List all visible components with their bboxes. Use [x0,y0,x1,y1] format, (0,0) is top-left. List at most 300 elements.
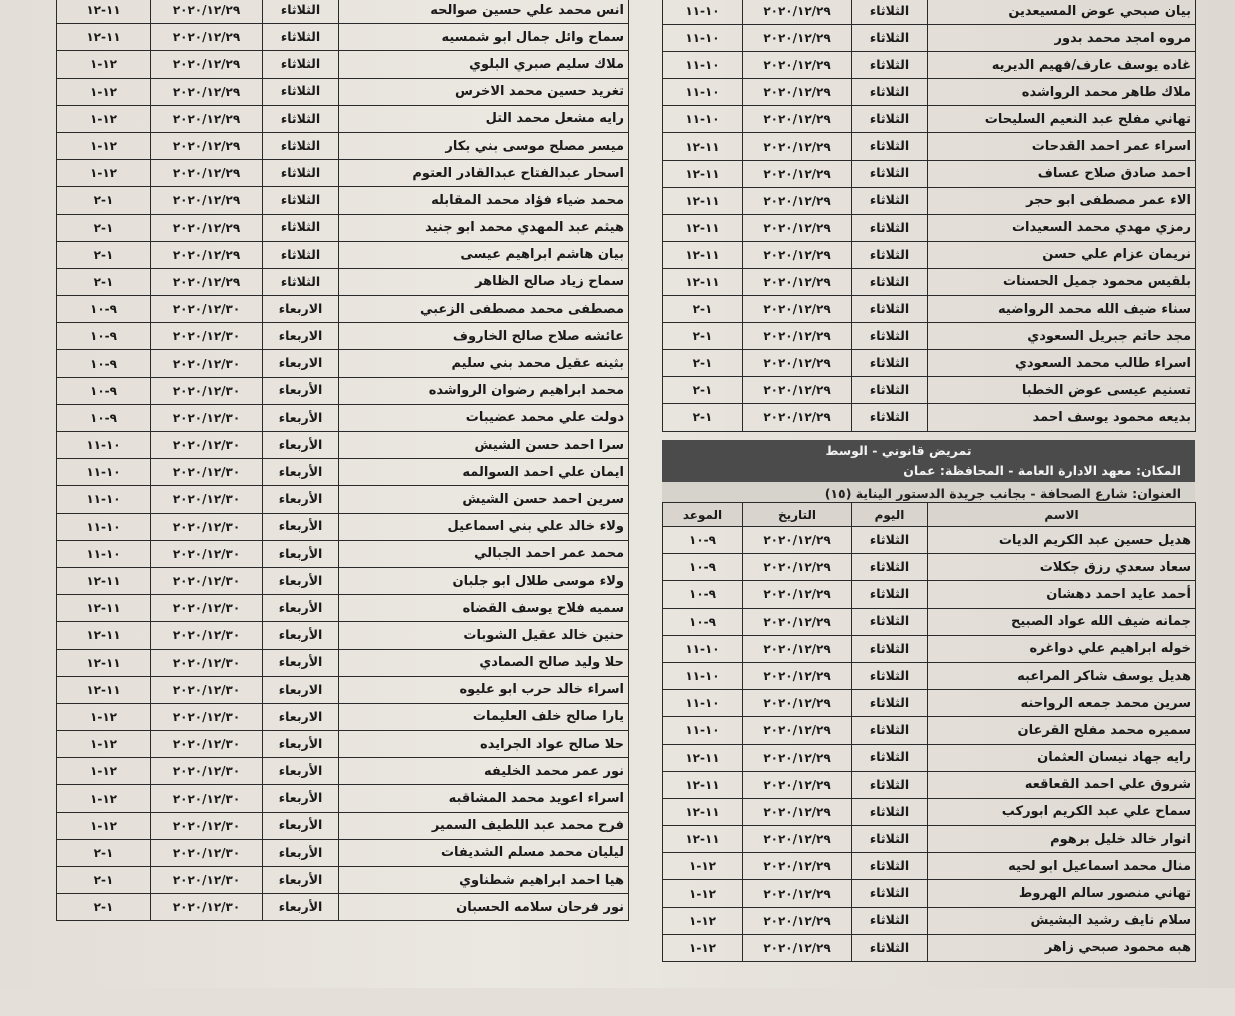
cell-time: ٩-١٠ [57,296,151,323]
cell-day: الثلاثاء [852,662,928,689]
cell-name: اسحار عبدالفتاح عبدالقادر العتوم [339,160,629,187]
table-row [57,758,629,785]
cell-time: ١٠-١١ [57,513,151,540]
cell-time: ١١-١٢ [663,771,743,798]
cell-date: ٢٠٢٠/١٢/٢٩ [743,581,852,608]
cell-time: ١-٢ [57,839,151,866]
cell-name: بثينه عقيل محمد بني سليم [339,350,629,377]
cell-day: الأربعاء [263,486,339,513]
cell-time: ١-٢ [663,404,743,431]
cell-date: ٢٠٢٠/١٢/٢٩ [743,214,852,241]
cell-date: ٢٠٢٠/١٢/٢٩ [743,744,852,771]
table-row [57,622,629,649]
table-row [663,635,1196,662]
cell-date: ٢٠٢٠/١٢/٢٩ [151,24,263,51]
cell-date: ٢٠٢٠/١٢/٣٠ [151,567,263,594]
cell-name: خوله ابراهيم علي دواغره [928,635,1196,662]
cell-time: ١١-١٢ [57,0,151,24]
cell-date: ٢٠٢٠/١٢/٢٩ [743,160,852,187]
cell-name: هديل يوسف شاكر المراعبه [928,662,1196,689]
cell-name: عائشه صلاح صالح الخاروف [339,323,629,350]
cell-name: محمد ضياء فؤاد محمد المقابله [339,187,629,214]
cell-name: رمزي مهدي محمد السعيدات [928,214,1196,241]
cell-time: ١١-١٢ [663,133,743,160]
cell-time: ١١-١٢ [663,241,743,268]
cell-name: فرح محمد عبد اللطيف السمير [339,812,629,839]
cell-name: احمد صادق صلاح عساف [928,160,1196,187]
table-row [663,880,1196,907]
table-row [663,377,1196,404]
cell-day: الثلاثاء [852,717,928,744]
cell-day: الأربعاء [263,867,339,894]
cell-day: الاربعاء [263,676,339,703]
cell-name: نور فرحان سلامه الحسبان [339,894,629,921]
cell-time: ١-٢ [57,894,151,921]
cell-date: ٢٠٢٠/١٢/٢٩ [743,79,852,106]
cell-date: ٢٠٢٠/١٢/٣٠ [151,622,263,649]
table-row [663,404,1196,431]
cell-name: هيا احمد ابراهيم شطناوي [339,867,629,894]
table-row [57,595,629,622]
table-row [663,608,1196,635]
table-row [57,214,629,241]
cell-date: ٢٠٢٠/١٢/٢٩ [743,0,852,25]
cell-day: الثلاثاء [852,377,928,404]
cell-name: حلا وليد صالح الصمادي [339,649,629,676]
cell-name: ليليان محمد مسلم الشديفات [339,839,629,866]
cell-time: ١٠-١١ [663,25,743,52]
cell-date: ٢٠٢٠/١٢/٢٩ [151,160,263,187]
cell-date: ٢٠٢٠/١٢/٢٩ [743,187,852,214]
table-row [57,296,629,323]
cell-date: ٢٠٢٠/١٢/٢٩ [743,350,852,377]
cell-name: هديل حسين عبد الكريم الديات [928,527,1196,554]
cell-time: ١١-١٢ [57,567,151,594]
cell-date: ٢٠٢٠/١٢/٢٩ [743,771,852,798]
table-row [57,839,629,866]
cell-name: يارا صالح خلف العليمات [339,703,629,730]
cell-day: الثلاثاء [852,187,928,214]
cell-name: منال محمد اسماعيل ابو لحيه [928,853,1196,880]
cell-day: الثلاثاء [852,79,928,106]
table-row [663,744,1196,771]
table-row [57,867,629,894]
table-row [57,404,629,431]
table-row [663,798,1196,825]
left-schedule-table [56,0,629,921]
cell-date: ٢٠٢٠/١٢/٢٩ [151,241,263,268]
table-row [663,52,1196,79]
cell-date: ٢٠٢٠/١٢/٢٩ [743,934,852,961]
cell-name: ايمان علي احمد السوالمه [339,459,629,486]
table-row [663,771,1196,798]
right-bottom-schedule-table [662,502,1196,962]
table-row [663,268,1196,295]
left-schedule-body [57,0,629,921]
cell-date: ٢٠٢٠/١٢/٢٩ [743,798,852,825]
cell-date: ٢٠٢٠/١٢/٢٩ [743,853,852,880]
cell-date: ٢٠٢٠/١٢/٣٠ [151,513,263,540]
cell-day: الثلاثاء [263,160,339,187]
cell-name: غاده يوسف عارف/فهيم الديريه [928,52,1196,79]
cell-day: الثلاثاء [263,51,339,78]
cell-date: ٢٠٢٠/١٢/٣٠ [151,894,263,921]
cell-time: ١٠-١١ [663,52,743,79]
cell-name: سلام نايف رشيد البشيش [928,907,1196,934]
cell-date: ٢٠٢٠/١٢/٢٩ [743,268,852,295]
cell-date: ٢٠٢٠/١٢/٢٩ [743,608,852,635]
cell-day: الثلاثاء [852,350,928,377]
cell-time: ١٠-١١ [663,635,743,662]
column-gutter [628,0,662,1016]
cell-name: الاء عمر مصطفى ابو حجر [928,187,1196,214]
table-row [57,567,629,594]
cell-date: ٢٠٢٠/١٢/٢٩ [743,880,852,907]
cell-day: الاربعاء [263,350,339,377]
page-bottom-margin [0,988,1235,1016]
cell-day: الأربعاء [263,540,339,567]
table-row [57,187,629,214]
cell-day: الأربعاء [263,785,339,812]
table-row [663,323,1196,350]
table-row [663,133,1196,160]
cell-date: ٢٠٢٠/١٢/٣٠ [151,323,263,350]
cell-time: ١١-١٢ [663,187,743,214]
cell-name: ولاء خالد علي بني اسماعيل [339,513,629,540]
cell-day: الثلاثاء [852,744,928,771]
cell-time: ٩-١٠ [57,350,151,377]
cell-name: انس محمد علي حسين صوالحه [339,0,629,24]
cell-day: الأربعاء [263,894,339,921]
cell-name: دولت علي محمد عضيبات [339,404,629,431]
cell-time: ١٠-١١ [663,690,743,717]
cell-day: الثلاثاء [263,187,339,214]
cell-day: الأربعاء [263,758,339,785]
cell-day: الأربعاء [263,649,339,676]
table-row [57,105,629,132]
table-row [663,554,1196,581]
cell-name: نريمان عزام علي حسن [928,241,1196,268]
cell-day: الأربعاء [263,812,339,839]
cell-date: ٢٠٢٠/١٢/٣٠ [151,296,263,323]
cell-name: نور عمر محمد الخليفه [339,758,629,785]
cell-name: اسراء طالب محمد السعودي [928,350,1196,377]
cell-name: سماح وائل جمال ابو شمسيه [339,24,629,51]
cell-date: ٢٠٢٠/١٢/٣٠ [151,812,263,839]
cell-name: اسراء اعويد محمد المشاقبه [339,785,629,812]
cell-day: الثلاثاء [852,323,928,350]
cell-day: الأربعاء [263,622,339,649]
cell-name: سرا احمد حسن الشيش [339,432,629,459]
cell-time: ١٢-١ [57,703,151,730]
cell-date: ٢٠٢٠/١٢/٢٩ [151,132,263,159]
cell-date: ٢٠٢٠/١٢/٢٩ [743,52,852,79]
table-row [663,214,1196,241]
cell-time: ١٢-١ [57,105,151,132]
cell-day: الأربعاء [263,432,339,459]
cell-day: الثلاثاء [852,241,928,268]
cell-name: سرين محمد جمعه الرواحنه [928,690,1196,717]
header-date: التاريخ [743,503,852,527]
cell-time: ١-٢ [57,867,151,894]
cell-time: ١٢-١ [57,758,151,785]
cell-day: الأربعاء [263,377,339,404]
cell-time: ١٠-١١ [57,486,151,513]
table-row [663,296,1196,323]
cell-name: مصطفى محمد مصطفى الزعبي [339,296,629,323]
cell-name: اسراء خالد حرب ابو عليوه [339,676,629,703]
cell-time: ١١-١٢ [57,676,151,703]
cell-day: الثلاثاء [852,404,928,431]
cell-day: الثلاثاء [263,214,339,241]
table-row [57,812,629,839]
cell-time: ١١-١٢ [663,214,743,241]
cell-name: بلقيس محمود جميل الحسنات [928,268,1196,295]
cell-name: ميسر مصلح موسى بني بكار [339,132,629,159]
cell-time: ١-٢ [57,241,151,268]
cell-day: الثلاثاء [263,105,339,132]
cell-name: ملاك سليم صبري البلوي [339,51,629,78]
table-row [663,853,1196,880]
header-time: الموعد [663,503,743,527]
cell-name: بيان هاشم ابراهيم عيسى [339,241,629,268]
cell-time: ١-٢ [663,296,743,323]
cell-time: ١٢-١ [57,78,151,105]
cell-time: ٩-١٠ [57,404,151,431]
cell-day: الثلاثاء [852,608,928,635]
table-row [57,323,629,350]
table-row [57,513,629,540]
cell-time: ١٢-١ [57,132,151,159]
cell-time: ٩-١٠ [57,377,151,404]
cell-time: ١٢-١ [663,907,743,934]
cell-day: الثلاثاء [263,0,339,24]
cell-date: ٢٠٢٠/١٢/٢٩ [151,78,263,105]
cell-date: ٢٠٢٠/١٢/٣٠ [151,839,263,866]
cell-day: الأربعاء [263,404,339,431]
cell-date: ٢٠٢٠/١٢/٣٠ [151,404,263,431]
cell-time: ١١-١٢ [663,160,743,187]
cell-time: ١١-١٢ [663,826,743,853]
cell-date: ٢٠٢٠/١٢/٢٩ [151,51,263,78]
table-row [663,160,1196,187]
cell-day: الثلاثاء [852,160,928,187]
right-top-schedule-table [662,0,1196,432]
table-row [57,540,629,567]
cell-date: ٢٠٢٠/١٢/٢٩ [743,241,852,268]
table-row [57,268,629,295]
cell-name: حنين خالد عقيل الشوبات [339,622,629,649]
cell-date: ٢٠٢٠/١٢/٣٠ [151,459,263,486]
cell-time: ٩-١٠ [57,323,151,350]
table-row [663,25,1196,52]
table-row [57,785,629,812]
table-row [57,703,629,730]
cell-day: الثلاثاء [852,880,928,907]
cell-time: ١٢-١ [57,812,151,839]
cell-time: ١-٢ [663,323,743,350]
cell-date: ٢٠٢٠/١٢/٣٠ [151,676,263,703]
cell-date: ٢٠٢٠/١٢/٣٠ [151,350,263,377]
cell-day: الثلاثاء [263,268,339,295]
cell-name: تهاني منصور سالم الهروط [928,880,1196,907]
cell-day: الثلاثاء [852,0,928,25]
cell-time: ١٢-١ [663,934,743,961]
cell-date: ٢٠٢٠/١٢/٣٠ [151,595,263,622]
cell-date: ٢٠٢٠/١٢/٣٠ [151,486,263,513]
cell-date: ٢٠٢٠/١٢/٣٠ [151,649,263,676]
right-bottom-schedule-body [663,527,1196,962]
cell-name: حلا صالح عواد الجرايده [339,731,629,758]
table-header-row [663,503,1196,527]
cell-date: ٢٠٢٠/١٢/٢٩ [743,662,852,689]
banner-title: تمريض قانوني - الوسط [825,443,972,458]
cell-date: ٢٠٢٠/١٢/٣٠ [151,540,263,567]
cell-day: الثلاثاء [852,853,928,880]
cell-date: ٢٠٢٠/١٢/٢٩ [151,214,263,241]
cell-name: شروق علي احمد القعاقعه [928,771,1196,798]
table-row [663,826,1196,853]
cell-name: تسنيم عيسى عوض الخطبا [928,377,1196,404]
cell-name: سماح زياد صالح الظاهر [339,268,629,295]
table-row [663,106,1196,133]
table-row [57,241,629,268]
table-row [57,377,629,404]
cell-day: الثلاثاء [852,25,928,52]
cell-date: ٢٠٢٠/١٢/٢٩ [743,25,852,52]
cell-date: ٢٠٢٠/١٢/٢٩ [743,404,852,431]
table-row [663,79,1196,106]
cell-name: محمد عمر احمد الجبالي [339,540,629,567]
cell-day: الاربعاء [263,323,339,350]
cell-name: بديعه محمود يوسف احمد [928,404,1196,431]
cell-date: ٢٠٢٠/١٢/٣٠ [151,703,263,730]
cell-day: الثلاثاء [852,690,928,717]
cell-time: ١-٢ [57,268,151,295]
cell-day: الثلاثاء [852,581,928,608]
cell-time: ٩-١٠ [663,608,743,635]
cell-date: ٢٠٢٠/١٢/٢٩ [743,377,852,404]
cell-day: الأربعاء [263,595,339,622]
cell-date: ٢٠٢٠/١٢/٢٩ [743,323,852,350]
table-row [663,907,1196,934]
cell-date: ٢٠٢٠/١٢/٢٩ [743,527,852,554]
cell-day: الثلاثاء [852,771,928,798]
cell-time: ١٠-١١ [57,459,151,486]
cell-date: ٢٠٢٠/١٢/٢٩ [151,0,263,24]
cell-name: سرين احمد حسن الشيش [339,486,629,513]
cell-time: ١١-١٢ [663,798,743,825]
table-row [57,894,629,921]
cell-time: ٩-١٠ [663,581,743,608]
cell-name: انوار خالد خليل برهوم [928,826,1196,853]
table-row [663,527,1196,554]
cell-date: ٢٠٢٠/١٢/٢٩ [743,106,852,133]
cell-date: ٢٠٢٠/١٢/٢٩ [743,635,852,662]
cell-name: تهاني مفلح عبد النعيم السليحات [928,106,1196,133]
cell-time: ١٠-١١ [663,106,743,133]
cell-time: ١٠-١١ [57,432,151,459]
table-row [57,132,629,159]
table-row [663,662,1196,689]
cell-day: الثلاثاء [852,907,928,934]
cell-name: سميره محمد مفلح القرعان [928,717,1196,744]
cell-time: ١٠-١١ [663,662,743,689]
cell-day: الثلاثاء [263,241,339,268]
cell-name: هبه محمود صبحي زاهر [928,934,1196,961]
cell-date: ٢٠٢٠/١٢/٢٩ [151,105,263,132]
cell-day: الأربعاء [263,839,339,866]
section-banner [662,440,1195,502]
cell-day: الثلاثاء [852,527,928,554]
cell-time: ٩-١٠ [663,527,743,554]
table-row [57,24,629,51]
cell-day: الثلاثاء [852,214,928,241]
table-row [663,690,1196,717]
cell-date: ٢٠٢٠/١٢/٣٠ [151,432,263,459]
cell-time: ١٠-١١ [663,79,743,106]
cell-name: رايه مشعل محمد التل [339,105,629,132]
table-row [57,160,629,187]
cell-day: الثلاثاء [852,106,928,133]
table-row [663,241,1196,268]
cell-name: اسراء عمر احمد القدحات [928,133,1196,160]
cell-time: ١٢-١ [57,51,151,78]
cell-date: ٢٠٢٠/١٢/٢٩ [743,296,852,323]
cell-date: ٢٠٢٠/١٢/٣٠ [151,785,263,812]
table-row [57,459,629,486]
table-row [663,717,1196,744]
cell-name: مجد حاتم جبريل السعودي [928,323,1196,350]
cell-day: الثلاثاء [852,296,928,323]
cell-day: الثلاثاء [852,554,928,581]
cell-time: ١١-١٢ [663,268,743,295]
table-row [57,0,629,24]
table-row [663,934,1196,961]
cell-date: ٢٠٢٠/١٢/٢٩ [743,717,852,744]
cell-name: بيان صبحي عوض المسيعدين [928,0,1196,25]
cell-time: ١-٢ [663,350,743,377]
cell-day: الأربعاء [263,567,339,594]
table-row [57,350,629,377]
cell-name: ملاك طاهر محمد الرواشده [928,79,1196,106]
cell-time: ٩-١٠ [663,554,743,581]
cell-date: ٢٠٢٠/١٢/٢٩ [743,826,852,853]
table-row [57,676,629,703]
table-row [57,731,629,758]
cell-time: ١٠-١١ [57,540,151,567]
cell-time: ١١-١٢ [57,622,151,649]
cell-name: سناء ضيف الله محمد الرواضيه [928,296,1196,323]
cell-day: الثلاثاء [852,268,928,295]
header-name: الاسم [928,503,1196,527]
header-day: اليوم [852,503,928,527]
cell-time: ١-٢ [57,187,151,214]
cell-date: ٢٠٢٠/١٢/٢٩ [151,268,263,295]
table-row [663,0,1196,25]
cell-time: ١٢-١ [57,785,151,812]
cell-day: الثلاثاء [852,133,928,160]
cell-day: الثلاثاء [263,132,339,159]
cell-date: ٢٠٢٠/١٢/٢٩ [743,907,852,934]
cell-day: الاربعاء [263,703,339,730]
cell-name: سعاد سعدي رزق جكلات [928,554,1196,581]
cell-day: الثلاثاء [852,635,928,662]
cell-date: ٢٠٢٠/١٢/٣٠ [151,867,263,894]
cell-day: الثلاثاء [852,934,928,961]
cell-date: ٢٠٢٠/١٢/٢٩ [743,690,852,717]
cell-day: الثلاثاء [263,24,339,51]
